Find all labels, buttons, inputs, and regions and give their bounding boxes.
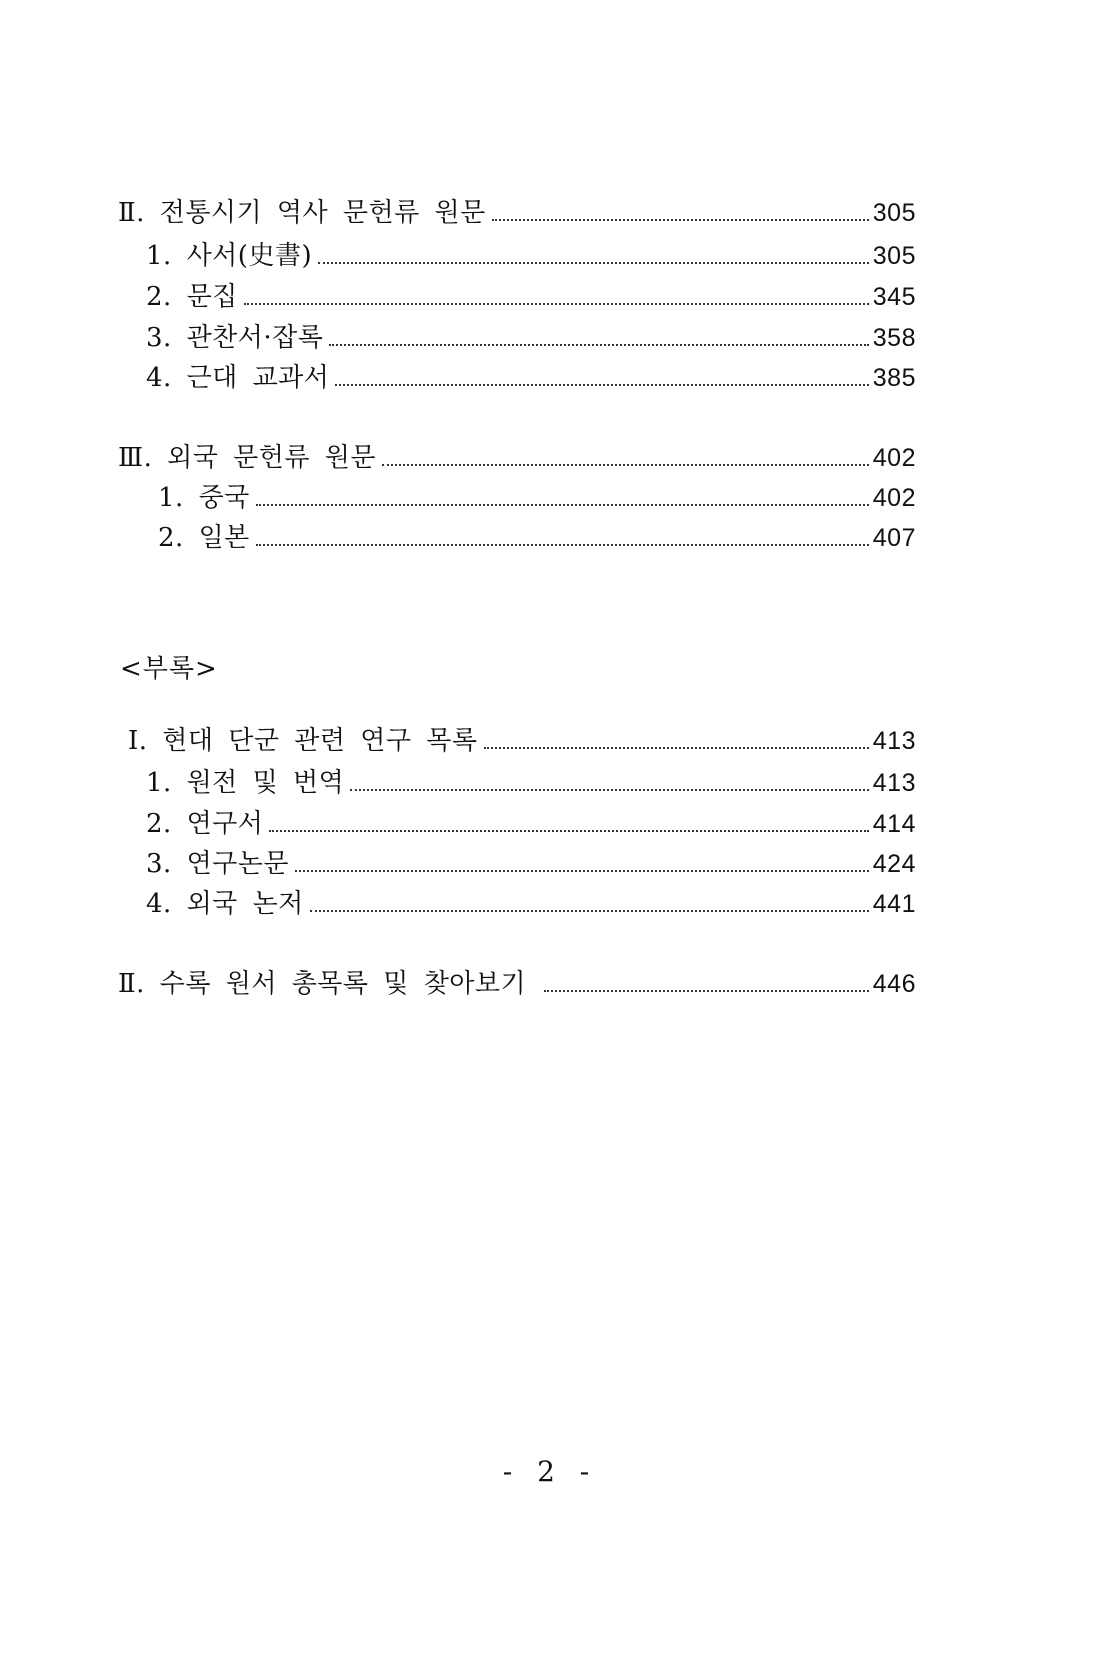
dot-leader xyxy=(269,830,868,832)
dot-leader xyxy=(256,544,869,546)
dot-leader xyxy=(329,344,868,346)
dot-leader xyxy=(318,262,869,264)
toc-entry-label: 2. 문집 xyxy=(146,282,238,312)
toc-entry-section-2 xyxy=(118,200,916,227)
toc-entry-page: 305 xyxy=(872,199,916,227)
toc-entry xyxy=(158,525,916,552)
dot-leader xyxy=(484,747,869,749)
toc-entry xyxy=(146,365,916,392)
toc-entry-page: 446 xyxy=(872,970,916,998)
toc-entry-page: 358 xyxy=(872,324,916,352)
dot-leader xyxy=(256,504,869,506)
toc-entry-page: 413 xyxy=(872,769,916,797)
toc-entry-page: 413 xyxy=(872,727,916,755)
toc-entry xyxy=(146,284,916,311)
toc-entry-label: Ⅲ. 외국 문헌류 원문 xyxy=(118,443,376,473)
toc-entry-label: Ⅰ. 현대 단군 관련 연구 목록 xyxy=(128,726,478,756)
toc-entry-label: 2. 일본 xyxy=(158,523,250,553)
toc-entry xyxy=(146,811,916,838)
dot-leader xyxy=(382,464,869,466)
dot-leader xyxy=(350,789,869,791)
dot-leader xyxy=(295,870,869,872)
toc-entry-label: 3. 연구논문 xyxy=(146,849,290,879)
appendix-title: <부록> xyxy=(120,654,218,684)
toc-entry-label: 1. 사서(史書) xyxy=(146,241,313,271)
toc-entry xyxy=(146,243,916,270)
toc-entry-label: Ⅱ. 전통시기 역사 문헌류 원문 xyxy=(118,198,486,228)
toc-entry xyxy=(146,851,916,878)
toc-entry-section-3 xyxy=(118,445,916,472)
dot-leader xyxy=(310,910,869,912)
toc-entry-appendix-section-1 xyxy=(128,728,916,755)
toc-entry-page: 441 xyxy=(872,890,916,918)
dot-leader xyxy=(244,303,869,305)
toc-entry xyxy=(146,325,916,352)
dot-leader xyxy=(492,219,869,221)
toc-entry-page: 345 xyxy=(872,283,916,311)
toc-entry-page: 402 xyxy=(872,444,916,472)
toc-entry-page: 407 xyxy=(872,524,916,552)
toc-entry xyxy=(146,770,916,797)
toc-entry-page: 414 xyxy=(872,810,916,838)
toc-entry xyxy=(158,485,916,512)
page-number: - 2 - xyxy=(502,1455,598,1488)
toc-entry-label: 3. 관찬서·잡록 xyxy=(146,323,324,353)
toc-entry xyxy=(146,891,916,918)
toc-entry-label: 4. 근대 교과서 xyxy=(146,363,330,393)
toc-entry-page: 424 xyxy=(872,850,916,878)
toc-entry-label: 1. 중국 xyxy=(158,483,250,513)
toc-entry-page: 402 xyxy=(872,484,916,512)
toc-entry-label: 4. 외국 논저 xyxy=(146,889,304,919)
toc-entry-label: 1. 원전 및 번역 xyxy=(146,768,345,798)
toc-entry-page: 385 xyxy=(872,364,916,392)
dot-leader xyxy=(544,990,869,992)
toc-entry-page: 305 xyxy=(872,242,916,270)
dot-leader xyxy=(335,384,868,386)
toc-entry-label: Ⅱ. 수록 원서 총목록 및 찾아보기 xyxy=(118,969,527,999)
toc-entry-label: 2. 연구서 xyxy=(146,809,264,839)
toc-entry-appendix-section-2 xyxy=(118,971,916,998)
